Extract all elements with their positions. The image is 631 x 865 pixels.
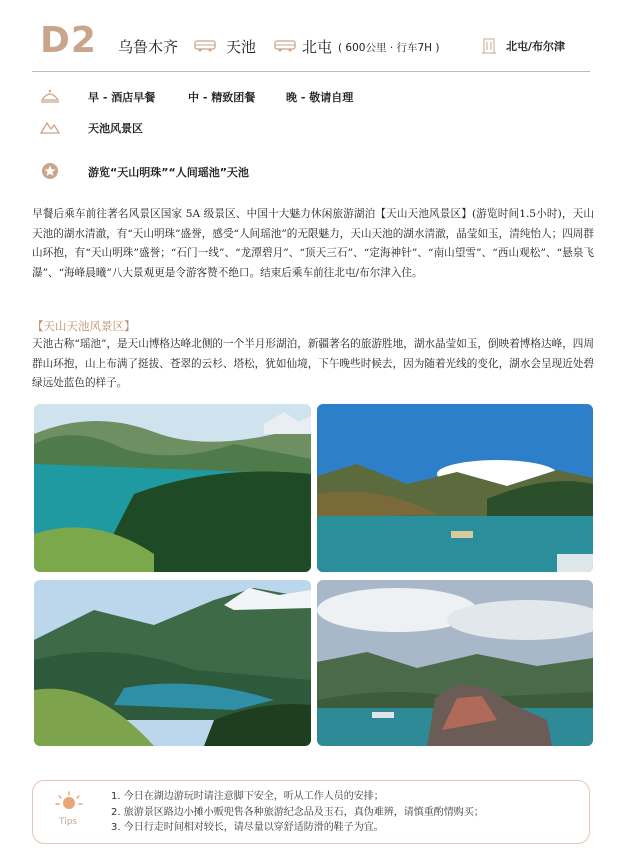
route-distance: ( 600公里 · 行车7H ) <box>338 42 440 54</box>
bus-icon <box>274 40 296 52</box>
day-number: D2 <box>40 20 97 61</box>
bus-icon <box>194 40 216 52</box>
sun-icon <box>55 791 83 813</box>
meal-lunch: 中 - 精致团餐 <box>188 91 256 104</box>
header-divider <box>32 71 590 72</box>
meal-breakfast: 早 - 酒店早餐 <box>88 91 156 104</box>
hotel-icon <box>482 38 496 54</box>
tip-item: 2. 旅游景区路边小摊小贩兜售各种旅游纪念品及玉石，真伪难辨，请慎重酌情购买； <box>111 806 484 818</box>
photo-mountain-valley <box>34 580 311 746</box>
hotel-name: 北屯/布尔津 <box>506 40 566 53</box>
tips-box <box>32 780 590 844</box>
route-from: 乌鲁木齐 <box>118 38 179 56</box>
tip-item: 3. 今日行走时间相对较长，请尽量以穿舒适防滑的鞋子为宜。 <box>111 822 384 833</box>
tips-list <box>111 789 484 836</box>
photo-lake-boat <box>317 404 593 572</box>
day-header <box>32 18 590 70</box>
section-paragraph: 天池古称“瑶池”，是天山博格达峰北侧的一个半月形湖泊，新疆著名的旅游胜地，湖水晶莹如玉，倒映着博格达峰，四周群山环抱，山上布满了挺拔、苍翠的云杉、塔松，犹如仙境，下午晚些时候去，因为随着光线的变化，湖水会呈现近处碧绿远处蓝色的样子。 <box>32 338 594 389</box>
tip-item: 1. 今日在湖边游玩时请注意脚下安全，听从工作人员的安排； <box>111 791 384 802</box>
tips-label: Tips <box>59 817 78 827</box>
meal-icon <box>40 86 60 106</box>
photo-lake-forest <box>34 404 311 572</box>
scenic-name: 天池风景区 <box>88 122 143 135</box>
intro-paragraph: 早餐后乘车前往著名风景区国家 5A 级景区、中国十大魅力休闲旅游湖泊【天山天池风景区】(游览时间1.5小时)，天山天池的湖水清澈，有“天山明珠”盛誉，感受“人间瑶池”的无限魅力，天山天池的湖水清澈，晶莹如玉，清纯怡人；四周群山环抱，有“天山明珠”盛誉；“石门一线”、“龙潭碧月”、“顶天三石”、“定海神针”、“南山望雪”、“西山观松”、“悬泉飞瀑”、“海峰晨曦”八大景观更是令游客赞不绝口。结束后乘车前往北屯/布尔津入住。 <box>32 208 594 279</box>
photo-lake-rocks <box>317 580 593 746</box>
meal-dinner: 晚 - 敬请自理 <box>286 91 354 104</box>
section-title: 【天山天池风景区】 <box>32 319 136 333</box>
star-icon <box>40 161 60 181</box>
route-to: 北屯 <box>302 38 333 56</box>
activity-text: 游览“天山明珠”“人间瑶池”天池 <box>88 166 249 179</box>
mountain-icon <box>40 117 60 137</box>
route-via: 天池 <box>226 38 257 56</box>
